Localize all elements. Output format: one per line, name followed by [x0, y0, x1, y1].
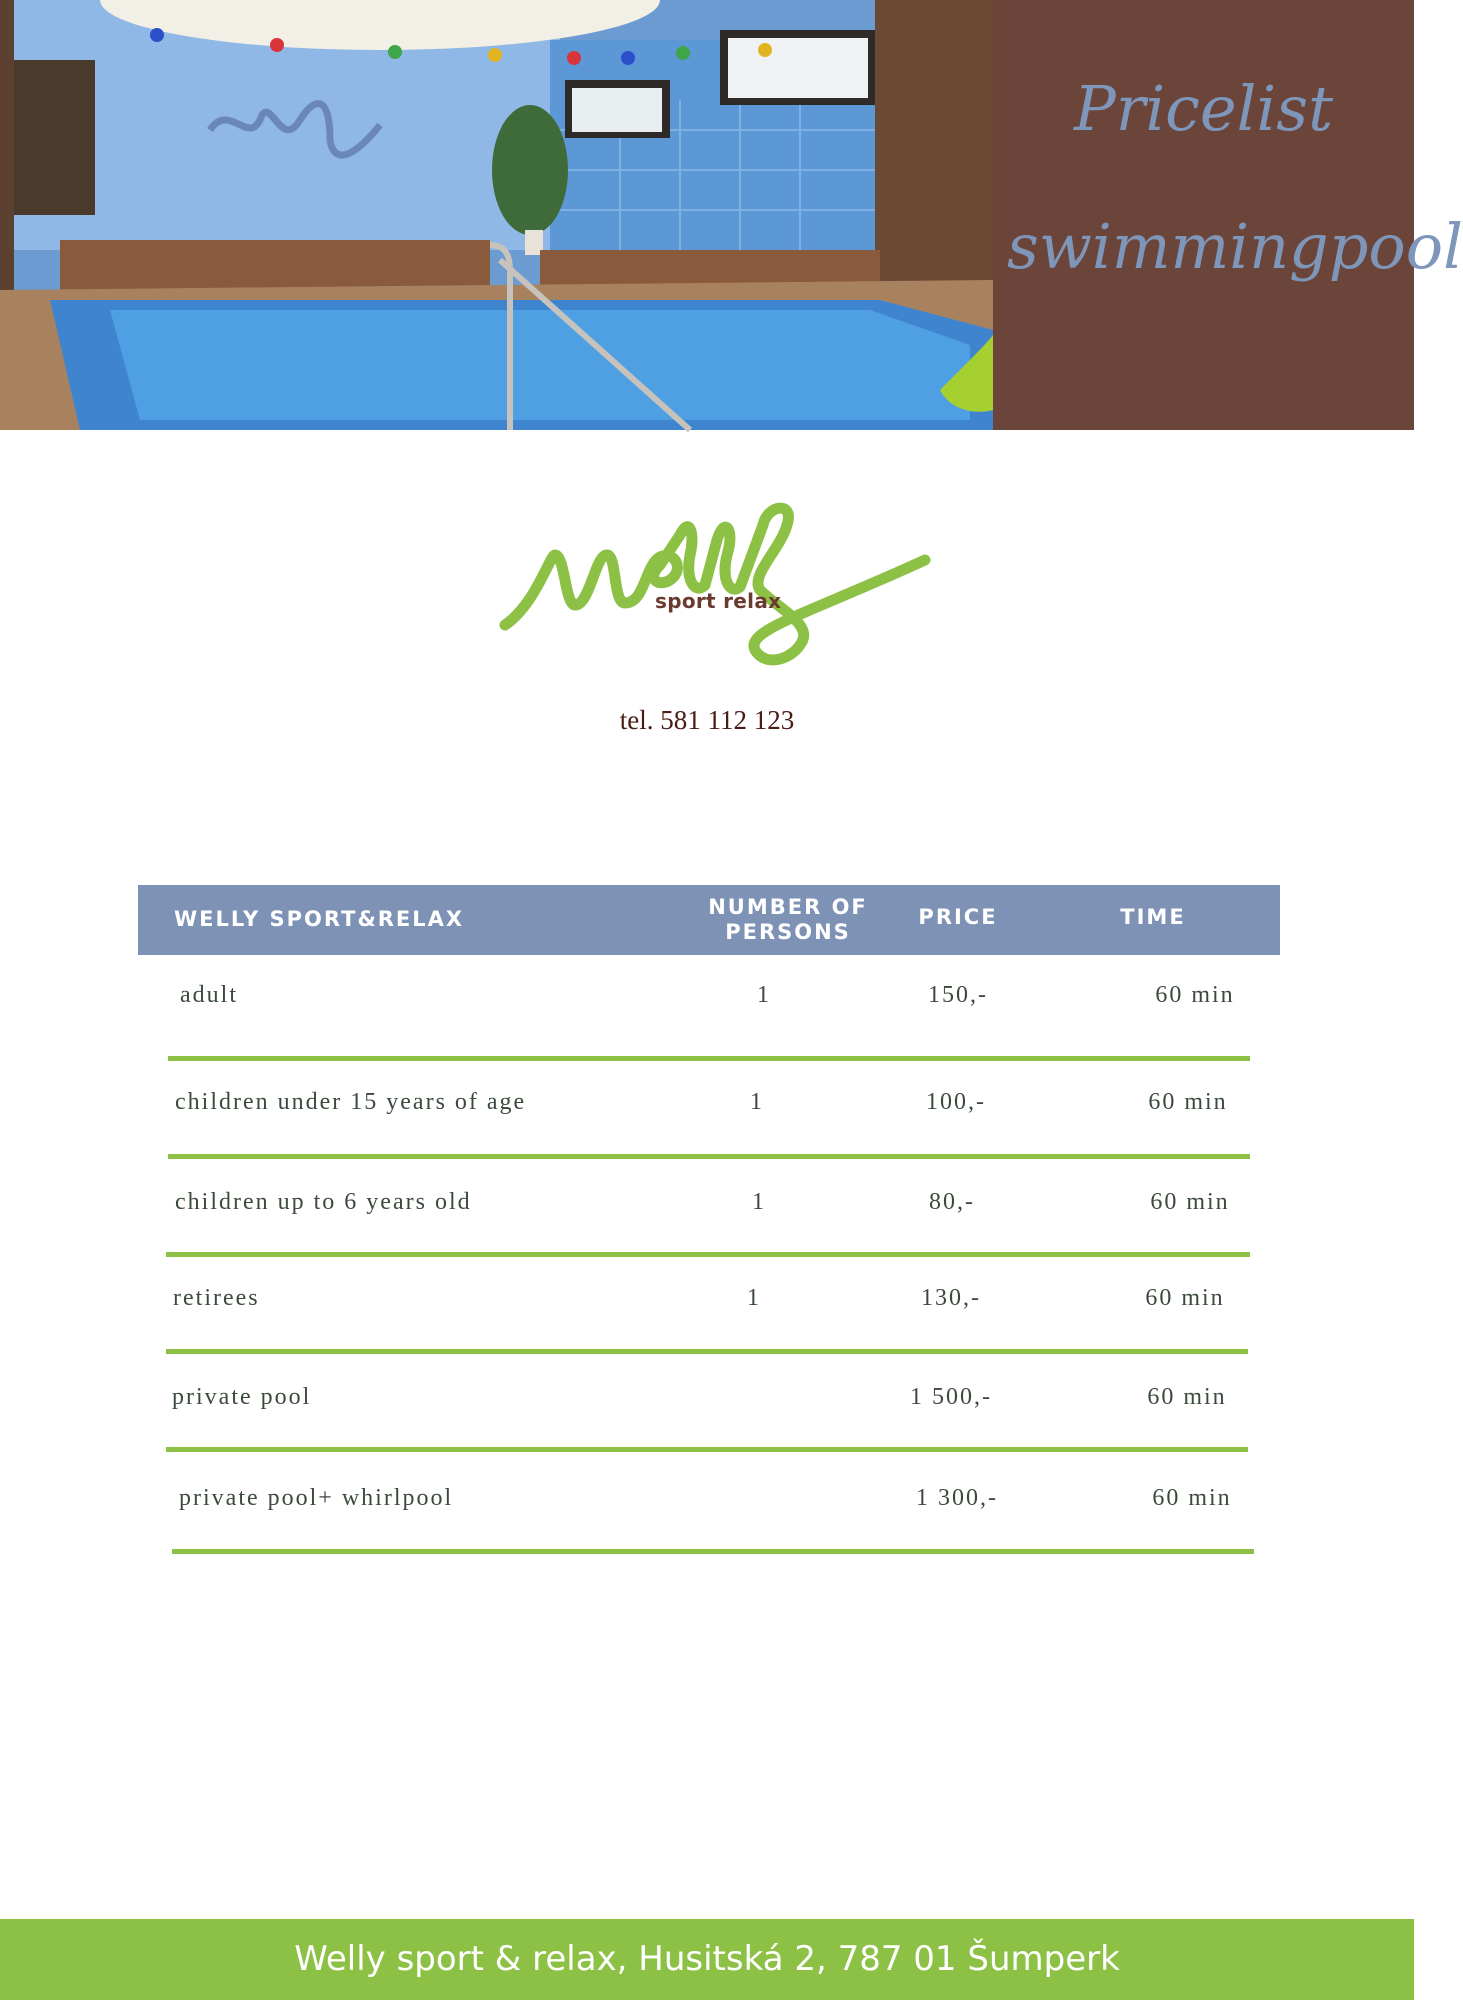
row-name: private pool+ whirlpool [179, 1485, 454, 1511]
row-name: private pool [172, 1384, 312, 1410]
header-time: TIME [1120, 905, 1186, 929]
row-persons: 1 [750, 1089, 764, 1115]
footer-address: Welly sport & relax, Husitská 2, 787 01 Šumperk [0, 1919, 1414, 2000]
title-swimmingpool: swimmingpool [1007, 210, 1463, 283]
header-persons [708, 895, 868, 945]
row-time: 60 min [1152, 1485, 1232, 1511]
title-pricelist: Pricelist [1074, 72, 1333, 145]
pool-photo [0, 0, 993, 430]
row-price: 100,- [926, 1089, 986, 1115]
table-row [0, 1189, 1414, 1249]
row-price: 130,- [921, 1285, 981, 1311]
table-row [0, 1089, 1414, 1149]
row-separator [168, 1056, 1250, 1061]
row-separator [168, 1154, 1250, 1159]
row-persons: 1 [752, 1189, 766, 1215]
table-row [0, 1285, 1414, 1345]
row-time: 60 min [1145, 1285, 1225, 1311]
logo-tagline: sport relax [655, 589, 782, 613]
row-separator [172, 1549, 1254, 1554]
row-time: 60 min [1155, 982, 1235, 1008]
row-persons: 1 [747, 1285, 761, 1311]
phone-number: tel. 581 112 123 [619, 705, 795, 735]
header-persons-line1: NUMBER OF [708, 895, 868, 919]
header-price: PRICE [918, 905, 998, 929]
row-separator [166, 1252, 1250, 1257]
row-time: 60 min [1150, 1189, 1230, 1215]
row-time: 60 min [1147, 1384, 1227, 1410]
table-row [0, 1384, 1414, 1444]
row-name: children under 15 years of age [175, 1089, 527, 1115]
row-name: children up to 6 years old [175, 1189, 472, 1215]
header-name: WELLY SPORT&RELAX [174, 907, 465, 931]
row-persons: 1 [757, 982, 771, 1008]
table-row [0, 1485, 1414, 1545]
row-name: retirees [173, 1285, 260, 1311]
row-price: 1 300,- [916, 1485, 998, 1511]
table-row [0, 982, 1414, 1042]
row-price: 1 500,- [910, 1384, 992, 1410]
row-price: 80,- [929, 1189, 975, 1215]
row-name: adult [180, 982, 238, 1008]
row-separator [166, 1349, 1248, 1354]
hero-banner [0, 0, 1463, 430]
row-separator [166, 1447, 1248, 1452]
title-panel [993, 0, 1463, 430]
table-header [138, 885, 1280, 955]
row-time: 60 min [1148, 1089, 1228, 1115]
welly-logo [495, 495, 925, 685]
row-price: 150,- [928, 982, 988, 1008]
header-persons-line2: PERSONS [725, 920, 851, 944]
